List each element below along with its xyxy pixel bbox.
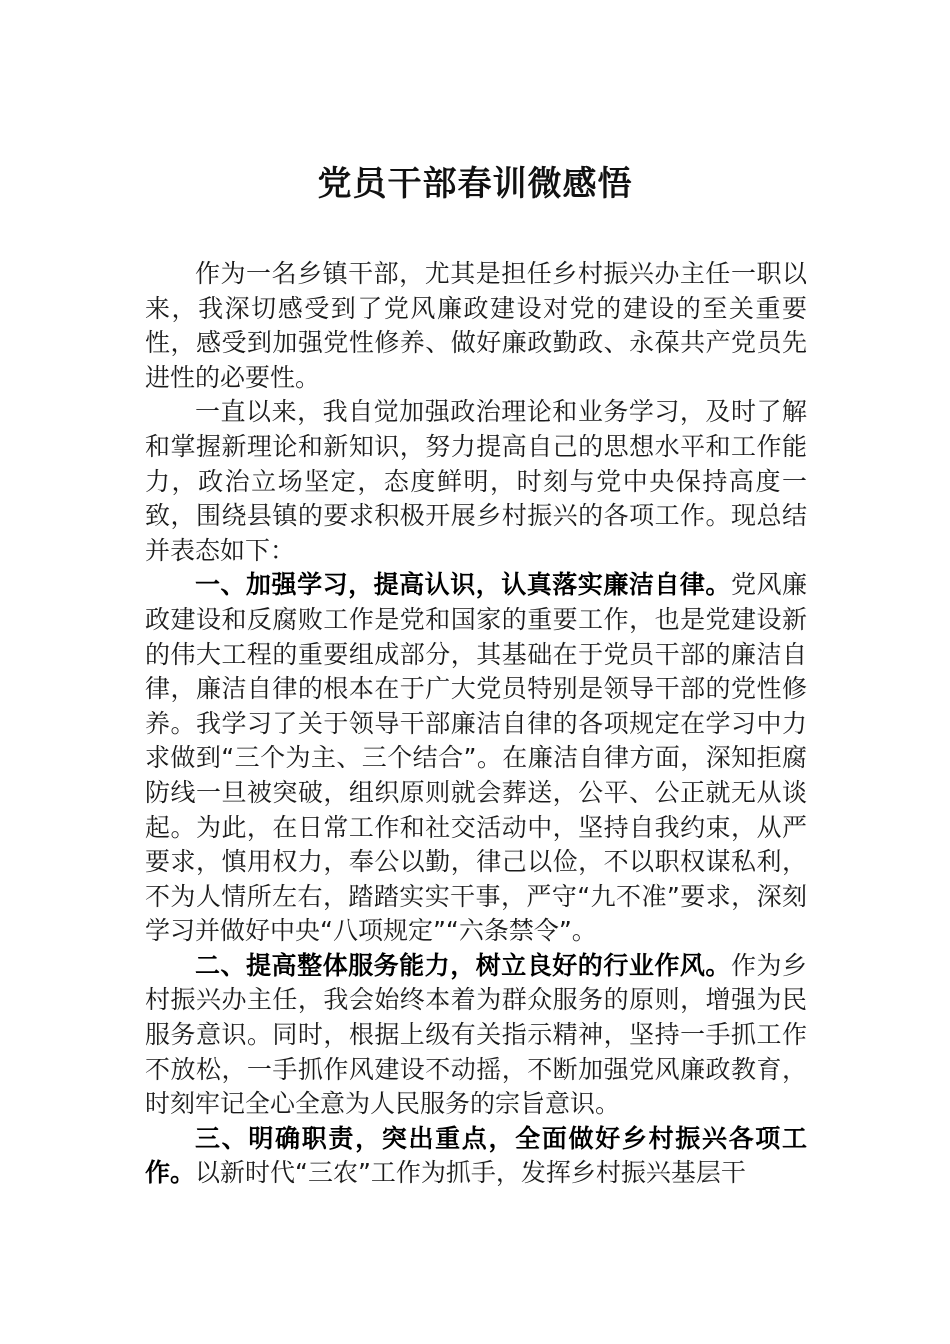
paragraph: [145, 949, 807, 1122]
paragraph-text: 作为一名乡镇干部，尤其是担任乡村振兴办主任一职以来，我深切感受到了党风廉政建设对党的建设的至关重要性，感受到加强党性修养、做好廉政勤政、永葆共产党员先进性的必要性。: [145, 259, 807, 392]
document-body: [145, 257, 807, 1191]
paragraph: [145, 257, 807, 395]
section-heading: 三、明确职责，突出重点，全面做好乡村振兴各项工作。: [145, 1123, 807, 1188]
paragraph-text: 作为乡村振兴办主任，我会始终本着为群众服务的原则，增强为民服务意识。同时，根据上级有关指示精神，坚持一手抓工作不放松，一手抓作风建设不动摇，不断加强党风廉政教育，时刻牢记全心全意为人民服务的宗旨意识。: [145, 950, 807, 1119]
paragraph-text: 以新时代“三农”工作为抓手，发挥乡村振兴基层干: [195, 1158, 746, 1188]
paragraph: [145, 1122, 807, 1191]
document-title: 党员干部春训微感悟: [317, 164, 633, 204]
section-heading: 一、加强学习，提高认识，认真落实廉洁自律。: [195, 570, 731, 600]
paragraph-text: 一直以来，我自觉加强政治理论和业务学习，及时了解和掌握新理论和新知识，努力提高自己的思想水平和工作能力，政治立场坚定，态度鲜明，时刻与党中央保持高度一致，围绕县镇的要求积极开展乡村振兴的各项工作。现总结并表态如下：: [145, 397, 807, 565]
paragraph-text: 党风廉政建设和反腐败工作是党和国家的重要工作，也是党建设新的伟大工程的重要组成部分，其基础在于党员干部的廉洁自律，廉洁自律的根本在于广大党员特别是领导干部的党性修养。我学习了关于领导干部廉洁自律的各项规定在学习中力求做到“三个为主、三个结合”。在廉洁自律方面，深知拒腐防线一旦被突破，组织原则就会葬送，公平、公正就无从谈起。为此，在日常工作和社交活动中，坚持自我约束，从严要求，慎用权力，奉公以勤，律己以俭，不以职权谋私利，不为人情所左右，踏踏实实干事，严守“九不准”要求，深刻学习并做好中央“八项规定”“六条禁令”。: [145, 570, 807, 946]
paragraph: [145, 568, 807, 949]
section-heading: 二、提高整体服务能力，树立良好的行业作风。: [195, 950, 731, 980]
paragraph: [145, 395, 807, 568]
